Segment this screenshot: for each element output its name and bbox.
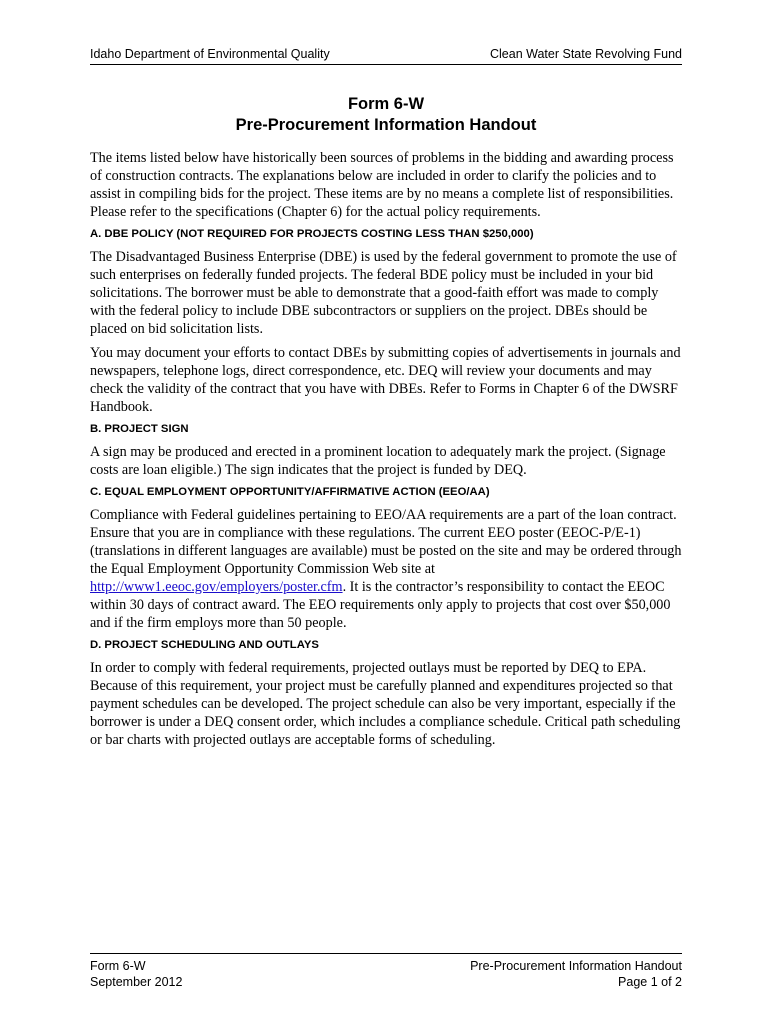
section-a-paragraph-2: You may document your efforts to contact DBEs by submitting copies of advertisements in journals and newspapers, telephone logs, direct correspondence, etc. DEQ will review your documents and may check the validity of the contract that you have with DBEs. Refer to Forms in Chapter 6 of the DWSRF Handbook. [90, 345, 681, 415]
running-header [90, 44, 682, 65]
running-footer [90, 953, 682, 990]
section-c-heading: C. EQUAL EMPLOYMENT OPPORTUNITY/AFFIRMATIVE ACTION (EEO/AA) [90, 486, 490, 498]
section-d-paragraph: In order to comply with federal requirements, projected outlays must be reported by DEQ to EPA. Because of this requirement, your project must be carefully planned and expenditures projected so that payment schedules can be developed. The project schedule can also be very important, especially if the borrower is under a DEQ consent order, which includes a compliance schedule. Critical path scheduling or bar charts with projected outlays are acceptable forms of scheduling. [90, 660, 681, 748]
form-number-title: Form 6-W [347, 95, 425, 113]
page-title [90, 94, 682, 136]
header-program: Clean Water State Revolving Fund [490, 47, 682, 61]
section-b-heading: B. PROJECT SIGN [90, 423, 189, 435]
section-c-paragraph [90, 506, 682, 632]
section-a-paragraph-1: The Disadvantaged Business Enterprise (DBE) is used by the federal government to promote the use of such enterprises on federally funded projects. The federal BDE policy must be included in your bid solicitations. The borrower must be able to demonstrate that a good-faith effort was made to comply with the federal policy to include DBE subcontractors or suppliers on the project. DBEs should be placed on bid solicitation lists. [90, 249, 677, 337]
footer-form-name: Pre-Procurement Information Handout [470, 959, 682, 973]
section-c-text-after-link: . It is the contractor’s responsibility to contact the EEOC within 30 days of contract award. The EEO requirements only apply to projects that cost over $50,000 and if the firm employs more than 50 people. [90, 579, 671, 631]
section-d-heading: D. PROJECT SCHEDULING AND OUTLAYS [90, 639, 319, 651]
document-body [90, 149, 682, 755]
footer-left [90, 958, 182, 990]
footer-right [470, 958, 682, 990]
section-a-heading: A. DBE POLICY (NOT REQUIRED FOR PROJECTS COSTING LESS THAN $250,000) [90, 228, 534, 240]
intro-paragraph: The items listed below have historically been sources of problems in the bidding and awarding process of construction contracts. The explanations below are included in order to clarify the policies and to assist in compiling bids for the project. These items are by no means a complete list of responsibilities. Please refer to the specifications (Chapter 6) for the actual policy requirements. [90, 150, 674, 220]
section-c-text-before-link: Compliance with Federal guidelines pertaining to EEO/AA requirements are a part of the loan contract. Ensure that you are in compliance with these regulations. The current EEO poster (EEOC-P/E-1) (translations in different languages are available) must be posted on the site and may be ordered through the Equal Employment Opportunity Commission Web site at [90, 507, 682, 577]
footer-page-number: Page 1 of 2 [618, 975, 682, 989]
header-agency: Idaho Department of Environmental Quality [90, 47, 330, 61]
footer-form-number: Form 6-W [90, 959, 146, 973]
section-b-paragraph: A sign may be produced and erected in a prominent location to adequately mark the project. (Signage costs are loan eligible.) The sign indicates that the project is funded by DEQ. [90, 444, 666, 478]
form-name-title: Pre-Procurement Information Handout [235, 116, 537, 134]
footer-date: September 2012 [90, 975, 183, 989]
eeoc-poster-link[interactable]: http://www1.eeoc.gov/employers/poster.cfm [90, 579, 343, 595]
